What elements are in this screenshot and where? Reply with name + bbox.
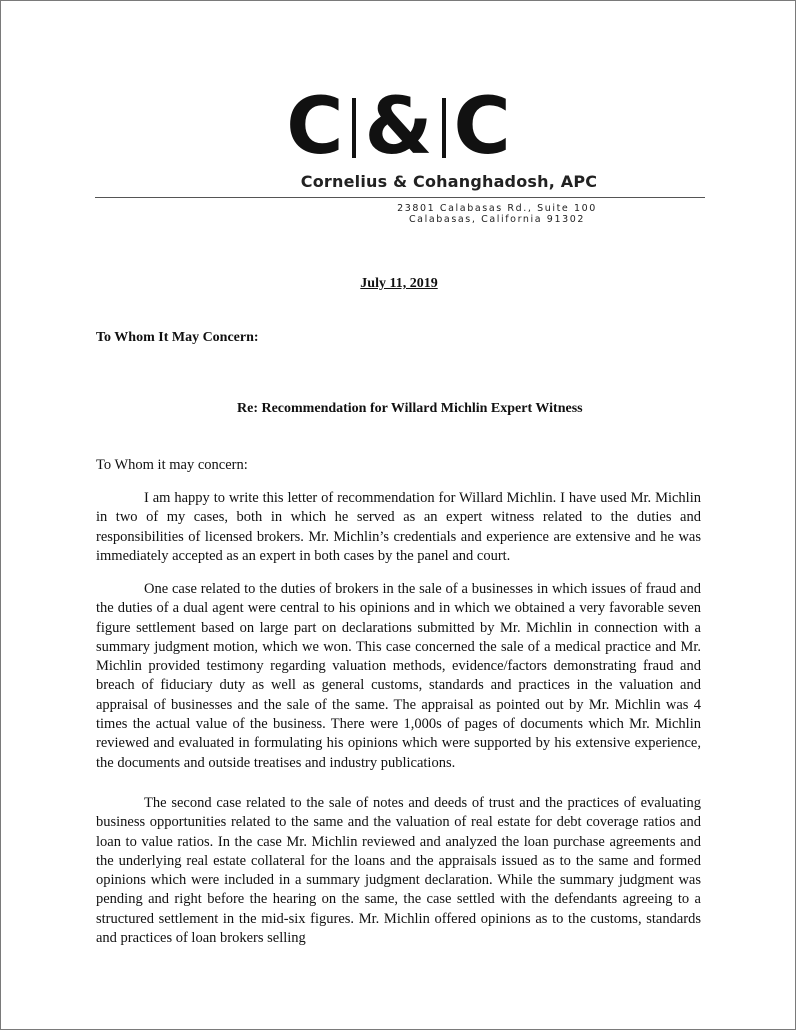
logo-divider bbox=[352, 98, 356, 158]
letter-date: July 11, 2019 bbox=[360, 276, 438, 291]
firm-address bbox=[1, 203, 796, 225]
firm-logo bbox=[1, 82, 796, 172]
subject-line: Re: Recommendation for Willard Michlin Expert Witness bbox=[237, 401, 583, 416]
letterhead-rule bbox=[95, 197, 705, 198]
logo-letter-right: C bbox=[453, 82, 512, 172]
logo-ampersand: & bbox=[364, 82, 434, 172]
address-line-1: 23801 Calabasas Rd., Suite 100 bbox=[397, 203, 597, 214]
body-paragraph-1: I am happy to write this letter of recommendation for Willard Michlin. I have used Mr. Michlin in two of my cases, both in which he served as an expert witness related to the duties and responsibilities of licensed brokers. Mr. Michlin’s credentials and experience are extensive and he was immediately accepted as an expert in both cases by the panel and court. bbox=[96, 490, 701, 564]
address-line-2: Calabasas, California 91302 bbox=[408, 214, 586, 225]
body-paragraph-3: The second case related to the sale of notes and deeds of trust and the practices of evaluating business opportunities related to the same and the valuation of real estate for debt coverage ratios and loan to value ratios. In the case Mr. Michlin reviewed and analyzed the loan purchase agreements and the underlying real estate collateral for the loans and the appraisals issued as to the same and formed opinions which were included in a summary judgment declaration. While the summary judgment was pending and right before the hearing on the same, the case settled with the defendants agreeing to a structured settlement in the mid-six figures. Mr. Michlin offered opinions as to the customs, standards and practices of loan brokers selling bbox=[96, 795, 701, 947]
greeting: To Whom it may concern: bbox=[96, 457, 248, 473]
salutation-heading: To Whom It May Concern: bbox=[96, 330, 259, 345]
logo-divider bbox=[442, 98, 446, 158]
firm-name: Cornelius & Cohanghadosh, APC bbox=[300, 172, 598, 191]
body-paragraph-2: One case related to the duties of brokers in the sale of a businesses in which issues of fraud and the duties of a dual agent were central to his opinions and in which we obtained a very favorable seven figure settlement based on large part on declarations submitted by Mr. Michlin in connection with a summary judgment motion, which we won. This case concerned the sale of a medical practice and Mr. Michlin provided testimony regarding valuation methods, evidence/factors demonstrating fraud and breach of fiduciary duty as well as general customs, standards and practices in the valuation and appraisal of businesses and the sale of the same. The appraisal as pointed out by Mr. Michlin was 4 times the actual value of the business. There were 1,000s of pages of documents which Mr. Michlin reviewed and evaluated in formulating his opinions which were supported by his extensive experience, the documents and outside treatises and industry publications. bbox=[96, 581, 701, 771]
logo-letter-left: C bbox=[286, 82, 345, 172]
